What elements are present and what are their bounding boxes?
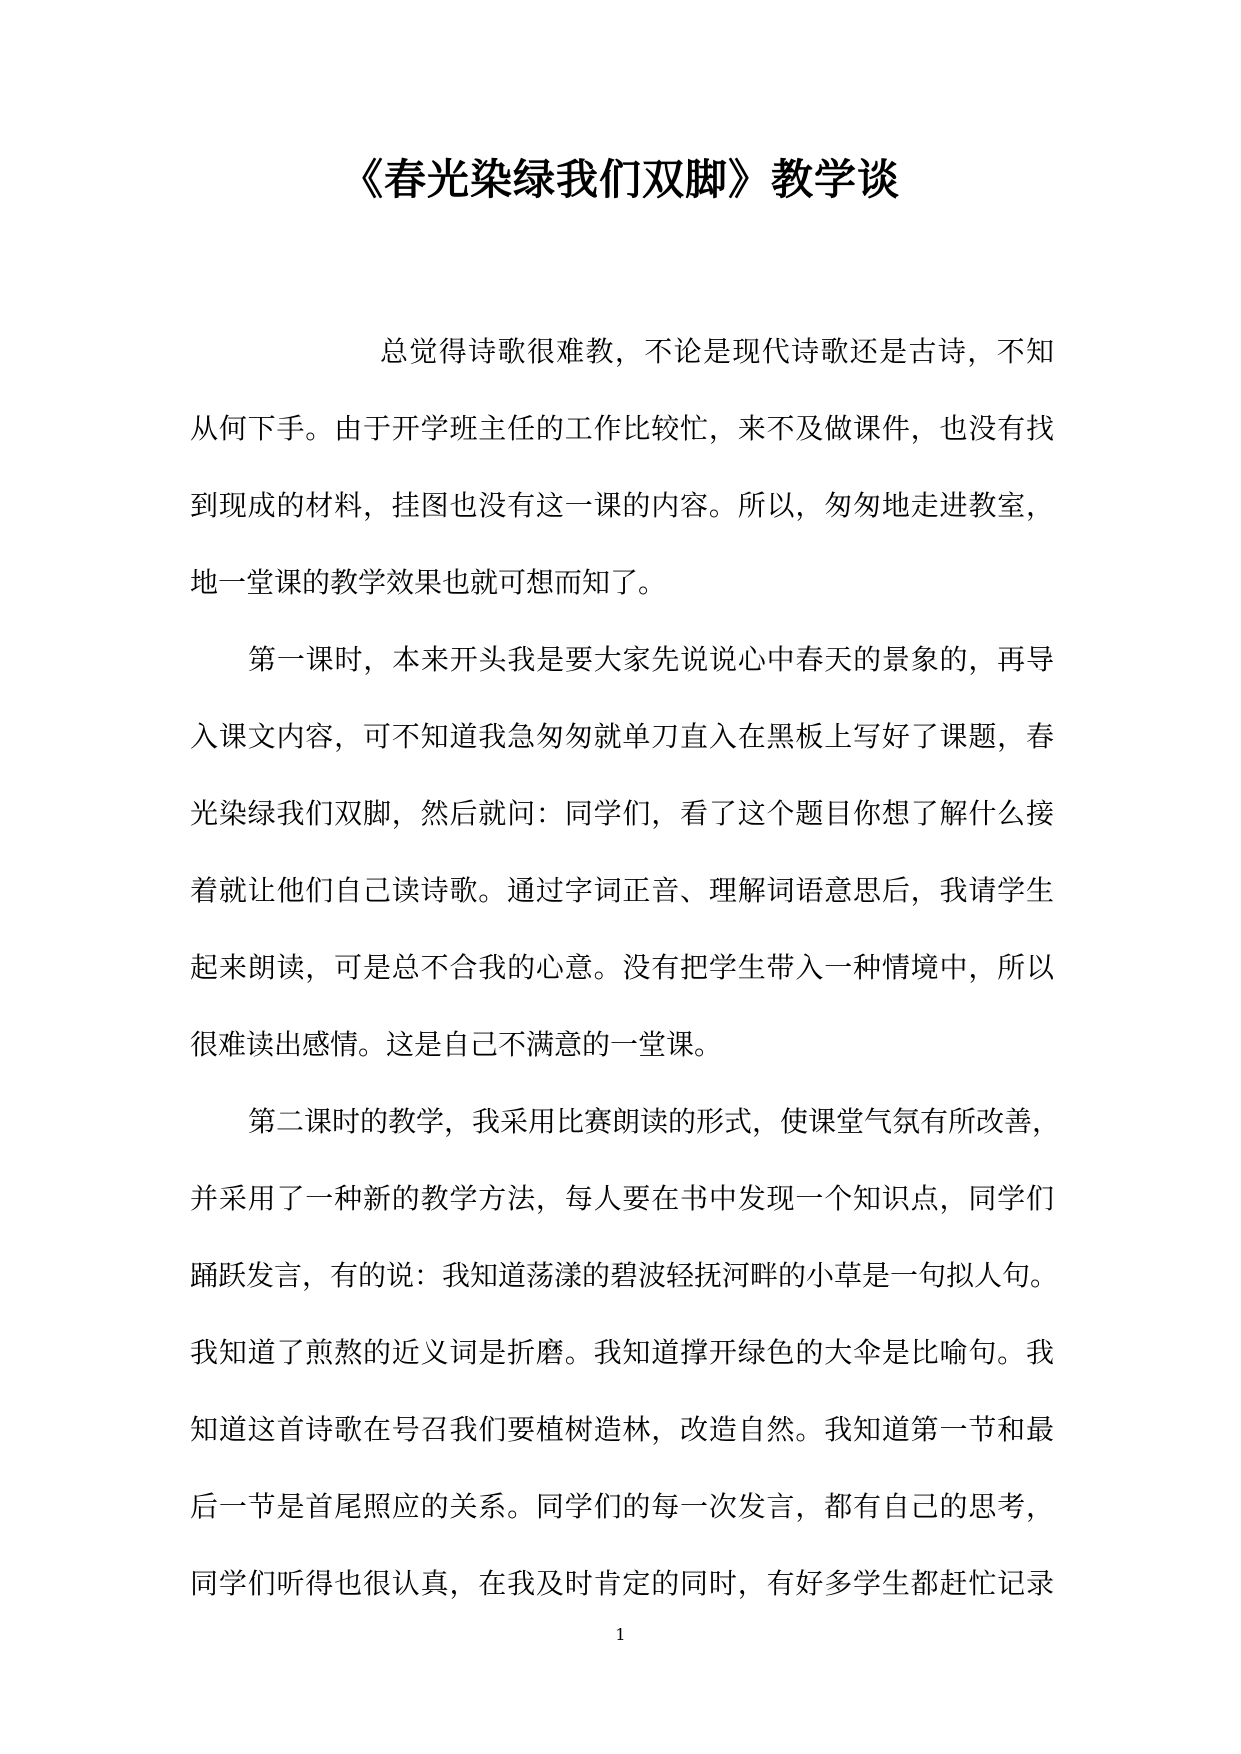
- paragraph-1-line-3: 到现成的材料，挂图也没有这一课的内容。所以，匆匆地走进教室，: [190, 489, 1054, 522]
- paragraph-3-line-4: 我知道了煎熬的近义词是折磨。我知道撑开绿色的大伞是比喻句。我: [190, 1336, 1054, 1369]
- paragraph-3-line-7: 同学们听得也很认真，在我及时肯定的同时，有好多学生都赶忙记录: [190, 1567, 1054, 1600]
- page-number: 1: [615, 1625, 626, 1644]
- document-body: [190, 330, 1061, 1639]
- paragraph-3-line-6: 后一节是首尾照应的关系。同学们的每一次发言，都有自己的思考，: [190, 1490, 1054, 1523]
- paragraph-3-line-1: 第二课时的教学，我采用比赛朗读的形式，使课堂气氛有所改善，: [248, 1105, 1061, 1138]
- paragraph-2-line-2: 入课文内容，可不知道我急匆匆就单刀直入在黑板上写好了课题，春: [190, 720, 1054, 753]
- paragraph-2-line-4: 着就让他们自己读诗歌。通过字词正音、理解词语意思后，我请学生: [190, 874, 1054, 907]
- paragraph-2-line-1: 第一课时，本来开头我是要大家先说说心中春天的景象的，再导: [248, 643, 1054, 676]
- document-title: 《春光染绿我们双脚》教学谈: [340, 155, 900, 204]
- paragraph-1-line-2: 从何下手。由于开学班主任的工作比较忙，来不及做课件，也没有找: [190, 412, 1054, 445]
- paragraph-2-line-5: 起来朗读，可是总不合我的心意。没有把学生带入一种情境中，所以: [190, 951, 1054, 984]
- paragraph-1-line-4: 地一堂课的教学效果也就可想而知了。: [190, 566, 667, 599]
- paragraph-3-line-5: 知道这首诗歌在号召我们要植树造林，改造自然。我知道第一节和最: [190, 1413, 1054, 1446]
- paragraph-2-line-6: 很难读出感情。这是自己不满意的一堂课。: [190, 1028, 723, 1061]
- paragraph-3-line-2: 并采用了一种新的教学方法，每人要在书中发现一个知识点，同学们: [190, 1182, 1054, 1215]
- paragraph-2-line-3: 光染绿我们双脚，然后就问：同学们，看了这个题目你想了解什么接: [190, 797, 1054, 830]
- paragraph-1-line-1: 总觉得诗歌很难教，不论是现代诗歌还是古诗，不知: [380, 335, 1054, 368]
- paragraph-3-line-3: 踊跃发言，有的说：我知道荡漾的碧波轻抚河畔的小草是一句拟人句。: [190, 1259, 1059, 1292]
